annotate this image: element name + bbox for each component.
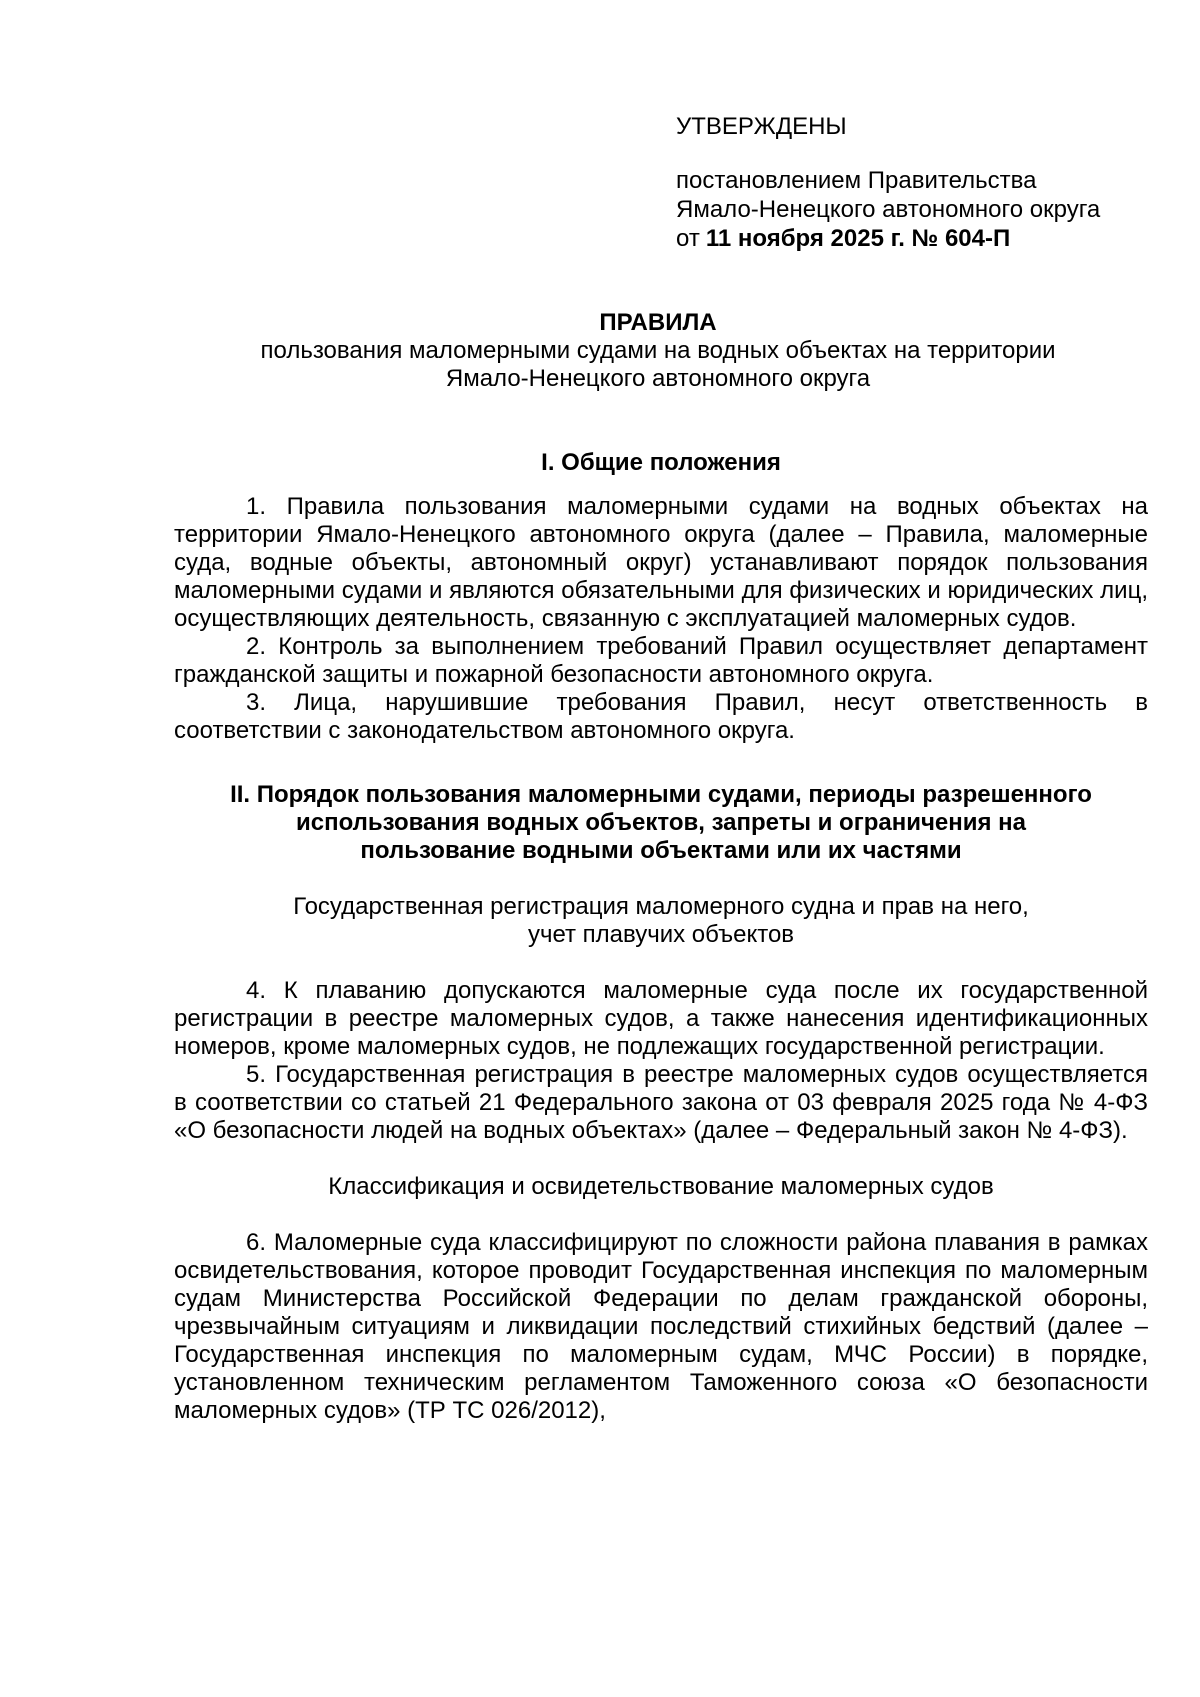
section-2-heading-line-3: пользование водными объектами или их частями (360, 837, 962, 864)
approval-date-line (676, 224, 1156, 253)
paragraph-5: 5. Государственная регистрация в реестре маломерных судов осуществляется в соответствии со статьей 21 Федерального закона от 03 февраля 2025 года № 4-ФЗ «О безопасности людей на водных объектах» (далее – Федеральный закон № 4-ФЗ). (174, 1061, 1148, 1144)
approval-date-number: 11 ноября 2025 г. № 604-П (705, 225, 1011, 252)
approval-line-1: постановлением Правительства (676, 167, 1037, 194)
section-2-heading-line-1: II. Порядок пользования маломерными судами, периоды разрешенного (230, 781, 1092, 808)
paragraph-6: 6. Маломерные суда классифицируют по сложности района плавания в рамках освидетельствования, которое проводит Государственная инспекция по маломерным судам Министерства Российской Федерации по делам гражданской обороны, чрезвычайным ситуациям и ликвидации последствий стихийных бедствий (далее – Государственная инспекция по маломерным судам, МЧС России) в порядке, установленном техническим регламентом Таможенного союза «О безопасности маломерных судов» (ТР ТС 026/2012), (174, 1229, 1148, 1424)
paragraph-2: 2. Контроль за выполнением требований Правил осуществляет департамент гражданской защиты и пожарной безопасности автономного округа. (174, 633, 1148, 688)
document-subtitle-line-1: пользования маломерными судами на водных объектах на территории (260, 337, 1056, 364)
document-subtitle-line-2: Ямало-Ненецкого автономного округа (445, 365, 871, 392)
subsection-registration-line-2: учет плавучих объектов (527, 921, 795, 948)
subsection-registration-line-1: Государственная регистрация маломерного судна и прав на него, (293, 893, 1029, 920)
document-title-block (170, 309, 1146, 393)
approval-caption: УТВЕРЖДЕНЫ (676, 113, 847, 140)
section-2-heading-line-2: использования водных объектов, запреты и ограничения на (295, 809, 1027, 836)
section-2-heading (174, 781, 1148, 865)
subsection-registration-heading (174, 893, 1148, 949)
section-1-heading: I. Общие положения (541, 449, 781, 476)
approval-line-2: Ямало-Ненецкого автономного округа (676, 196, 1101, 223)
subsection-classification-heading: Классификация и освидетельствование маломерных судов (328, 1173, 994, 1200)
document-body (174, 449, 1148, 1425)
approval-block (676, 112, 1156, 253)
document-title: ПРАВИЛА (599, 309, 717, 336)
paragraph-3: 3. Лица, нарушившие требования Правил, несут ответственность в соответствии с законодательством автономного округа. (174, 689, 1148, 744)
paragraph-1: 1. Правила пользования маломерными судами на водных объектах на территории Ямало-Ненецкого автономного округа (далее – Правила, маломерные суда, водные объекты, автономный округ) устанавливают порядок пользования маломерными судами и являются обязательными для физических и юридических лиц, осуществляющих деятельность, связанную с эксплуатацией маломерных судов. (174, 493, 1148, 632)
paragraph-4: 4. К плаванию допускаются маломерные суда после их государственной регистрации в реестре маломерных судов, а также нанесения идентификационных номеров, кроме маломерных судов, не подлежащих государственной регистрации. (174, 977, 1148, 1060)
approval-date-prefix: от (676, 225, 700, 252)
